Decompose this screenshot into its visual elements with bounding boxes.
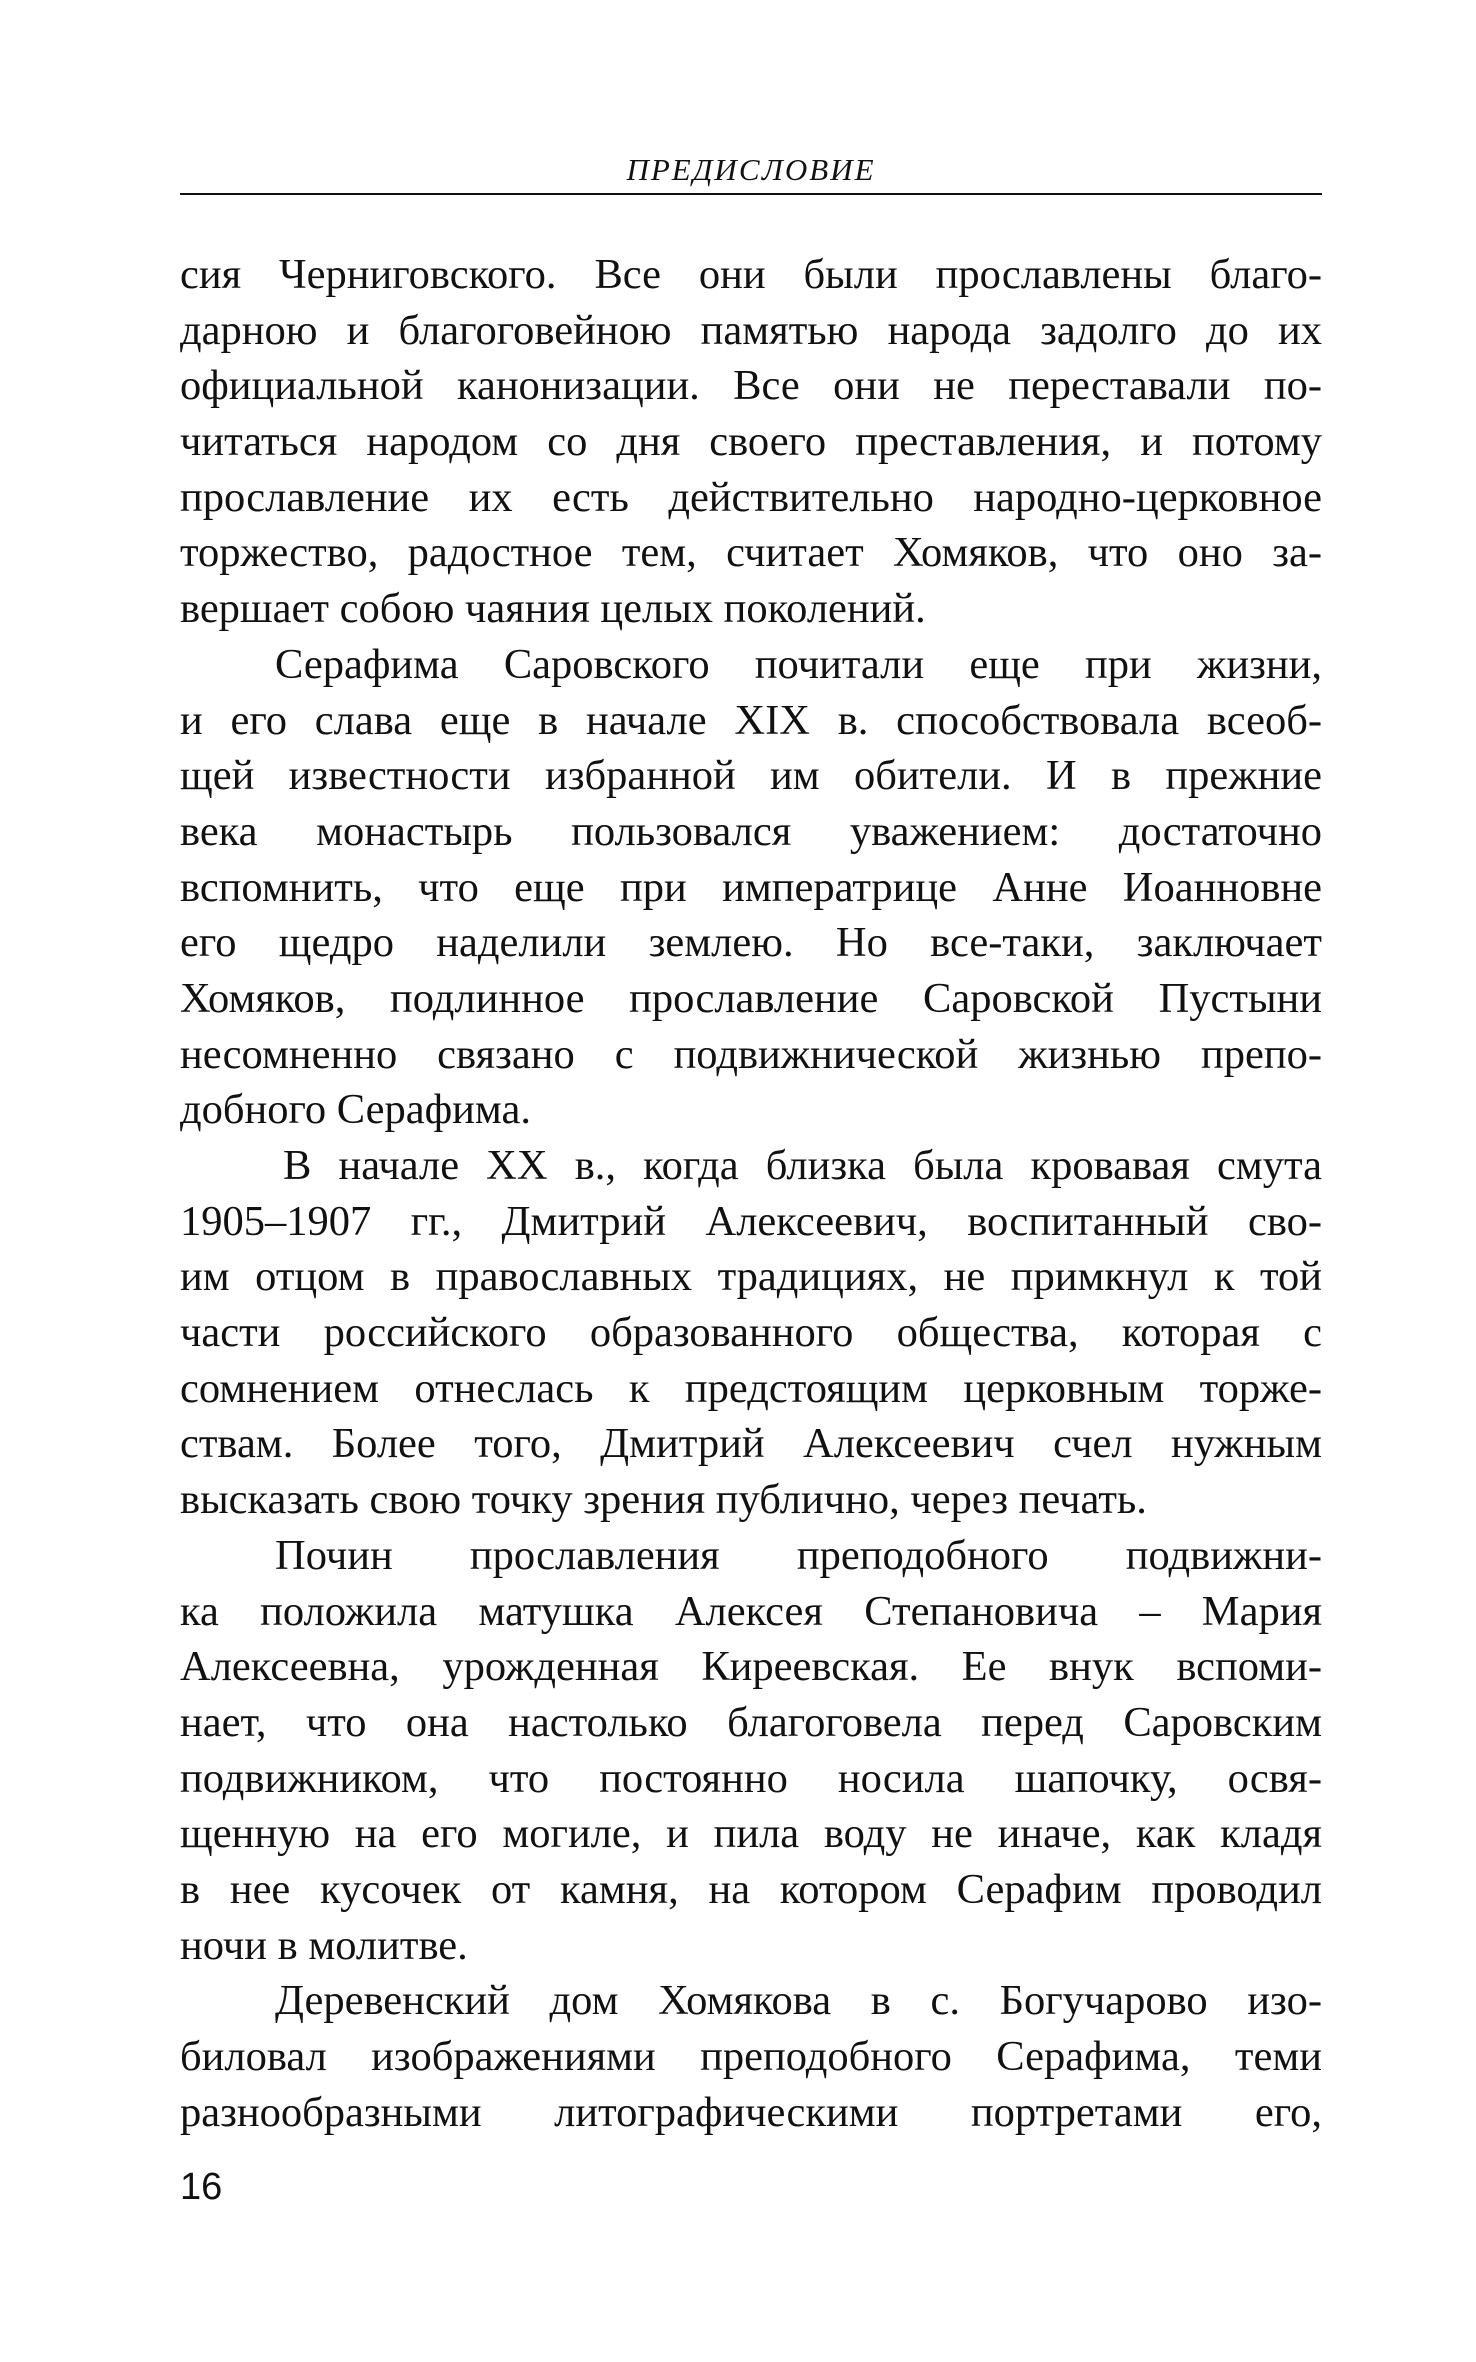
text-line: прославление их есть действительно народно-церковное [180,473,1322,521]
text-line: им отцом в православных традициях, не примкнул к той [180,1253,1322,1301]
text-line: биловал изображениями преподобного Серафима, теми [180,2033,1322,2080]
text-line: разнообразными литографическими портретами его, [180,2088,1322,2136]
text-line: сомнением отнеслась к предстоящим церковным торже- [180,1364,1322,1412]
text-line: 1905–1907 гг., Дмитрий Алексеевич, воспитанный сво- [180,1197,1322,1245]
text-line: Серафима Саровского почитали еще при жизни, [275,640,1322,688]
text-line: вершает собою чаяния целых поколений. [180,585,926,633]
text-line: торжество, радостное тем, считает Хомяков, что оно за- [180,529,1322,577]
running-head: ПРЕДИСЛОВИЕ [626,152,876,187]
text-line: Хомяков, подлинное прославление Саровской Пустыни [180,974,1322,1022]
text-line: Почин прославления преподобного подвижни- [275,1531,1322,1579]
paragraph [180,247,1322,637]
text-line: вспомнить, что еще при императрице Анне Иоанновне [180,863,1322,911]
text-line: части российского образованного общества, которая с [180,1309,1322,1357]
body-text [180,247,1322,2140]
paragraph [180,1973,1322,2140]
text-line: читаться народом со дня своего преставления, и потому [180,418,1322,466]
header-rule [180,193,1322,195]
text-line: и его слава еще в начале XIX в. способствовала всеоб- [180,696,1322,744]
page-number: 16 [180,2166,223,2208]
text-line: несомненно связано с подвижнической жизнью препо- [180,1030,1322,1078]
text-line: ка положила матушка Алексея Степановича – Мария [180,1587,1322,1635]
paragraph [180,1138,1322,1528]
text-line: ствам. Более того, Дмитрий Алексеевич счел нужным [180,1420,1322,1468]
paragraph [180,1528,1322,1974]
text-line: Алексеевна, урожденная Киреевская. Ее внук вспоми- [180,1643,1322,1691]
text-line: щей известности избранной им обители. И в прежние [180,752,1322,800]
text-line: Деревенский дом Хомякова в с. Богучарово изо- [275,1977,1322,2025]
paragraph [180,637,1322,1138]
text-line: официальной канонизации. Все они не переставали по- [180,362,1322,410]
text-line: сия Черниговского. Все они были прославлены благо- [180,251,1322,298]
text-line: дарною и благоговейною памятью народа задолго до их [180,306,1322,354]
text-line: ночи в молитве. [180,1921,468,1969]
text-line: нает, что она настолько благоговела перед Саровским [180,1698,1322,1746]
text-line: в нее кусочек от камня, на котором Серафим проводил [180,1865,1322,1913]
text-line: века монастырь пользовался уважением: достаточно [180,807,1322,855]
text-line: подвижником, что постоянно носила шапочку, освя- [180,1754,1322,1802]
text-line: В начале XX в., когда близка была кровавая смута [283,1142,1322,1189]
text-line: добного Серафима. [180,1086,531,1134]
text-line: высказать свою точку зрения публично, через печать. [180,1476,1147,1524]
text-line: щенную на его могиле, и пила воду не иначе, как кладя [180,1810,1322,1858]
text-line: его щедро наделили землею. Но все-таки, заключает [180,919,1322,967]
